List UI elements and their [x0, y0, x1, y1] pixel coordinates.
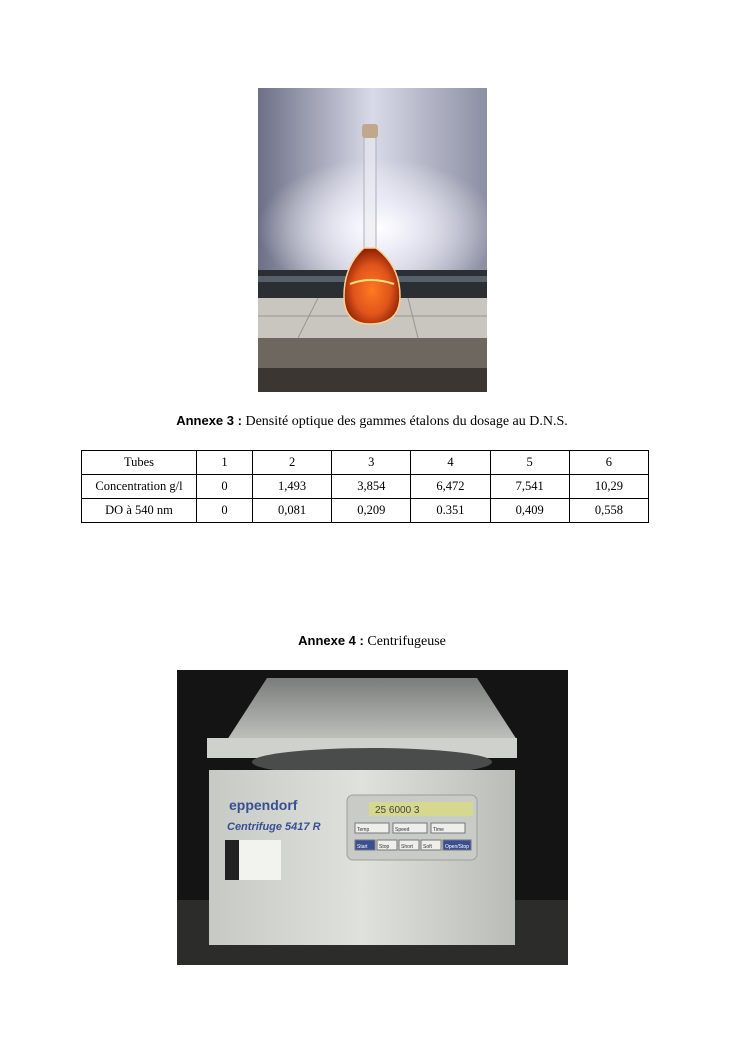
table-cell: 1,493 — [253, 475, 332, 499]
annexe-4-label: Annexe 4 : — [298, 633, 364, 648]
table-cell: 6 — [569, 451, 648, 475]
centrifuge-button-label: Soft — [423, 844, 432, 850]
table-cell: 4 — [411, 451, 490, 475]
annexe-4-caption — [0, 633, 744, 650]
centrifuge-button-label: Open/Stop — [445, 844, 469, 850]
table-cell: 5 — [490, 451, 569, 475]
annexe-4-title: Centrifugeuse — [367, 634, 446, 649]
centrifuge-button-label: Temp — [357, 827, 370, 833]
table-row-header: Tubes — [82, 451, 197, 475]
table-cell: 6,472 — [411, 475, 490, 499]
table-cell: 10,29 — [569, 475, 648, 499]
table-cell: 3 — [332, 451, 411, 475]
table-cell: 0.351 — [411, 499, 490, 523]
centrifuge-button-label: Time — [433, 827, 444, 833]
centrifuge-brand: eppendorf — [229, 797, 298, 813]
centrifuge-button-label: Stop — [379, 844, 390, 850]
annexe-3-label: Annexe 3 : — [176, 413, 242, 428]
table-cell: 0 — [197, 475, 253, 499]
table-cell: 0,409 — [490, 499, 569, 523]
centrifuge-photo — [177, 670, 568, 965]
centrifuge-model: Centrifuge 5417 R — [227, 821, 321, 833]
table-cell: 0 — [197, 499, 253, 523]
table-row-header: Concentration g/l — [82, 475, 197, 499]
table-row — [82, 499, 649, 523]
centrifuge-button-label: Speed — [395, 827, 410, 833]
volumetric-flask-photo — [258, 88, 487, 392]
centrifuge-button-label: Start — [357, 844, 368, 850]
table-cell: 3,854 — [332, 475, 411, 499]
centrifuge-display: 25 6000 3 — [375, 805, 420, 816]
table-row — [82, 451, 649, 475]
table-row — [82, 475, 649, 499]
table-cell: 1 — [197, 451, 253, 475]
table-cell: 0,209 — [332, 499, 411, 523]
table-cell: 2 — [253, 451, 332, 475]
table-row-header: DO à 540 nm — [82, 499, 197, 523]
annexe-3-caption — [0, 413, 744, 430]
table-cell: 0,558 — [569, 499, 648, 523]
table-cell: 7,541 — [490, 475, 569, 499]
centrifuge-button-label: Short — [401, 844, 413, 850]
table-cell: 0,081 — [253, 499, 332, 523]
annexe-3-title: Densité optique des gammes étalons du dosage au D.N.S. — [245, 414, 568, 429]
calibration-table — [81, 450, 649, 523]
